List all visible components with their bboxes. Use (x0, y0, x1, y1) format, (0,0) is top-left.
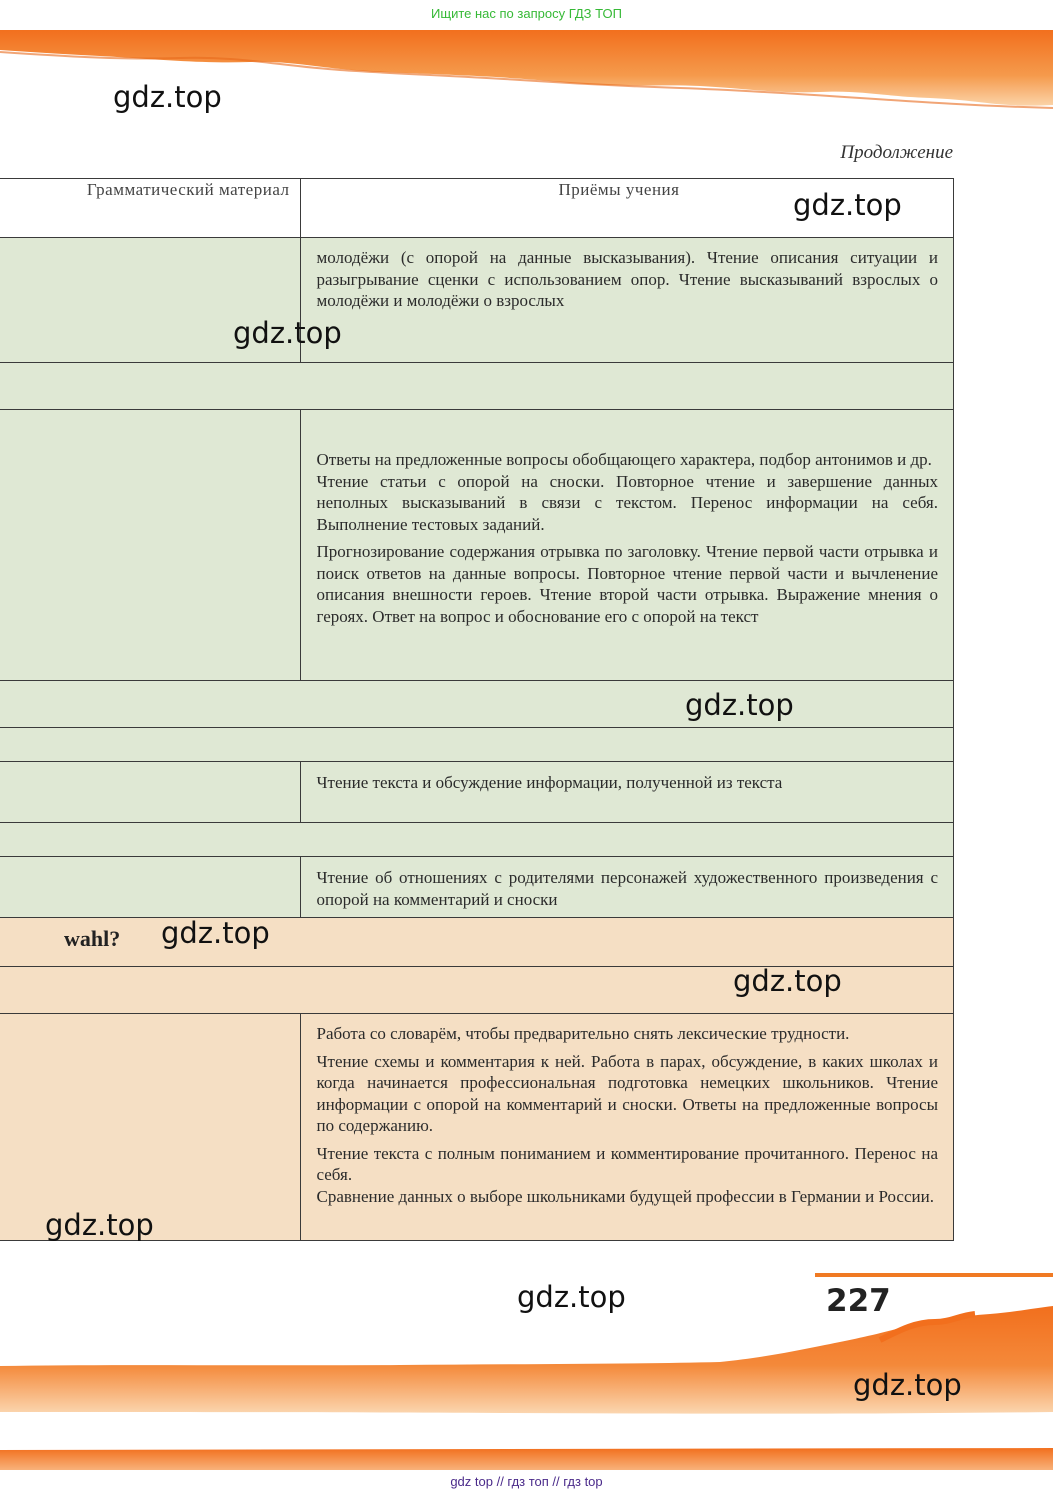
row-text: Работа со словарём, чтобы предварительно снять лексические трудности. (316, 1024, 850, 1043)
table-cell (300, 238, 954, 363)
table-cell-empty (0, 857, 300, 918)
table-cell (300, 410, 954, 681)
table-row (0, 238, 954, 363)
continuation-label: Продолжение (840, 142, 953, 163)
table-cell-empty (0, 823, 954, 857)
section-heading: wahl? (64, 926, 121, 951)
table-row (0, 762, 954, 823)
table-cell-empty (0, 728, 954, 762)
watermark: gdz.top (161, 916, 270, 950)
row-text: Сравнение данных о выборе школьниками будущей профессии в Германии и России. (316, 1186, 934, 1206)
page-number: 227 (826, 1283, 891, 1319)
table-row (0, 823, 954, 857)
table-row (0, 728, 954, 762)
row-text: Чтение статьи с опорой на сноски. Повторное чтение и завершение данных неполных высказываний в связи с текстом. Перенос информации на себя. Выполнение тестовых заданий. (316, 471, 938, 534)
table-cell-empty (0, 363, 954, 410)
page-number-rule (815, 1273, 1053, 1277)
header-learning-methods: Приёмы учения (300, 179, 954, 238)
watermark: gdz.top (517, 1280, 626, 1314)
table-row (0, 410, 954, 681)
table-cell (300, 762, 954, 823)
table-row (0, 681, 954, 728)
watermark: gdz.top (45, 1208, 154, 1242)
table-cell (0, 918, 954, 967)
table-cell (300, 1014, 954, 1241)
row-text: молодёжи (с опорой на данные высказывания). Чтение описания ситуации и разыгрывание сценки с использованием опор. Чтение высказываний взрослых о молодёжи и молодёжи о взрослых (316, 248, 938, 310)
table-cell-empty (0, 681, 954, 728)
top-search-note: Ищите нас по запросу ГДЗ ТОП (431, 6, 622, 21)
watermark: gdz.top (853, 1368, 962, 1402)
watermark: gdz.top (733, 964, 842, 998)
table-row (0, 1014, 954, 1241)
watermark: gdz.top (113, 80, 222, 114)
footer-links: gdz top // гдз топ // гдз top (450, 1474, 603, 1489)
header-grammar-material: Грамматический материал (0, 179, 300, 238)
table-cell-empty (0, 1014, 300, 1241)
row-text: Ответы на предложенные вопросы обобщающего характера, подбор антонимов и др. (316, 450, 932, 469)
row-text: Чтение текста и обсуждение информации, полученной из текста (316, 773, 783, 792)
methods-table (0, 178, 954, 1241)
row-text: Чтение текста с полным пониманием и комментирование прочитанного. Перенос на себя. (316, 1143, 938, 1184)
watermark: gdz.top (233, 316, 342, 350)
table-row (0, 363, 954, 410)
row-text: Чтение об отношениях с родителями персонажей художественного произведения с опорой на комментарий и сноски (316, 868, 938, 909)
table-cell-empty (0, 410, 300, 681)
table-cell (300, 857, 954, 918)
row-text: Прогнозирование содержания отрывка по заголовку. Чтение первой части отрывка и поиск ответов на данные вопросы. Повторное чтение первой части и вычленение описания внешности героев. Чтение второй части отрывка. Выражение мнения о героях. Ответ на вопрос и обоснование его с опорой на текст (316, 542, 938, 626)
row-text: Чтение схемы и комментария к ней. Работа в парах, обсуждение, в каких школах и когда начинается профессиональная подготовка немецких школьников. Чтение информации с опорой на комментарий и сноски. Ответы на предложенные вопросы по содержанию. (316, 1051, 938, 1135)
watermark: gdz.top (685, 688, 794, 722)
table-row (0, 918, 954, 967)
table-cell-empty (0, 762, 300, 823)
table-row (0, 857, 954, 918)
watermark: gdz.top (793, 188, 902, 222)
